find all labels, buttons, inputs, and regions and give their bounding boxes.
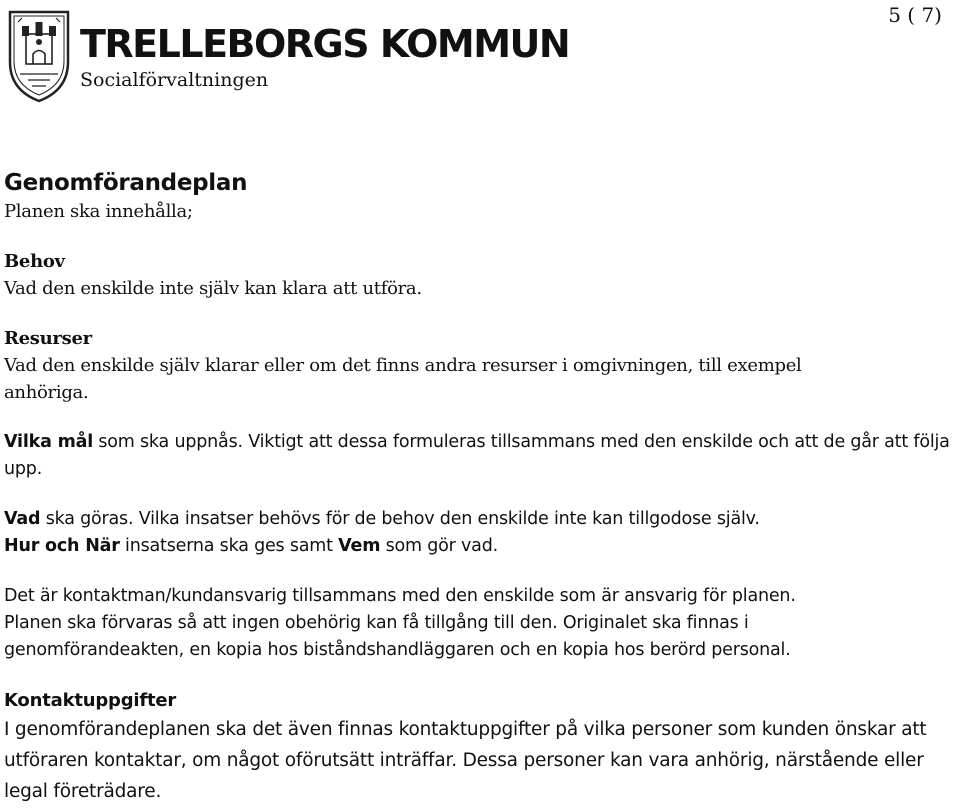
document-header	[0, 0, 960, 110]
vad-bold-label: Vad	[4, 509, 41, 529]
ansvar-line-1: Det är kontaktman/kundansvarig tillsammans med den enskilde som är ansvarig för planen.	[4, 586, 796, 606]
spacer	[4, 483, 954, 506]
hur-middle-text: insatserna ska ges samt	[119, 536, 339, 556]
spacer	[4, 302, 954, 325]
nar-bold-label: När	[85, 536, 120, 556]
vad-text: ska göras. Vilka insatser behövs för de behov den enskilde inte kan tillgodose själv.	[40, 509, 760, 529]
intro-text: Planen ska innehålla;	[4, 201, 193, 222]
vad-paragraph	[4, 506, 954, 533]
spacer	[4, 560, 954, 583]
document-title: Genomförandeplan	[4, 170, 248, 196]
hur-bold-label: Hur	[4, 536, 40, 556]
organization-name: TRELLEBORGS KOMMUN	[80, 22, 570, 66]
mal-text: som ska uppnås. Viktigt att dessa formuleras tillsammans med den enskilde och att de går att följa upp.	[4, 432, 950, 479]
kontakt-text: I genomförandeplanen ska det även finnas kontaktuppgifter på vilka personer som kunden önskar att utföraren kontaktar, om något oförutsätt inträffar. Dessa personer kan vara anhörig, närstående eller legal företrädare.	[4, 719, 927, 802]
hur-paragraph	[4, 533, 954, 560]
behov-heading: Behov	[4, 251, 65, 272]
spacer	[4, 225, 954, 248]
behov-text: Vad den enskilde inte själv kan klara att utföra.	[4, 278, 422, 299]
spacer	[4, 406, 954, 429]
hur-end-text: som gör vad.	[380, 536, 498, 556]
page-number: 5 ( 7)	[888, 3, 942, 27]
coat-of-arms-icon	[6, 4, 72, 104]
och-text: och	[39, 536, 86, 556]
department-name: Socialförvaltningen	[80, 69, 269, 91]
resurser-heading: Resurser	[4, 328, 92, 349]
mal-paragraph	[4, 429, 954, 483]
vem-bold-label: Vem	[338, 536, 381, 556]
ansvar-line-2: Planen ska förvaras så att ingen obehörig kan få tillgång till den. Originalet ska finnas i genomförandeakten, en kopia hos biståndshandläggaren och en kopia hos berörd personal.	[4, 613, 791, 660]
kontakt-heading: Kontaktuppgifter	[4, 690, 177, 711]
resurser-text: Vad den enskilde själv klarar eller om det finns andra resurser i omgivningen, till exempel anhöriga.	[4, 355, 802, 403]
document-body	[4, 168, 954, 807]
mal-bold-label: Vilka mål	[4, 432, 94, 452]
spacer	[4, 664, 954, 687]
